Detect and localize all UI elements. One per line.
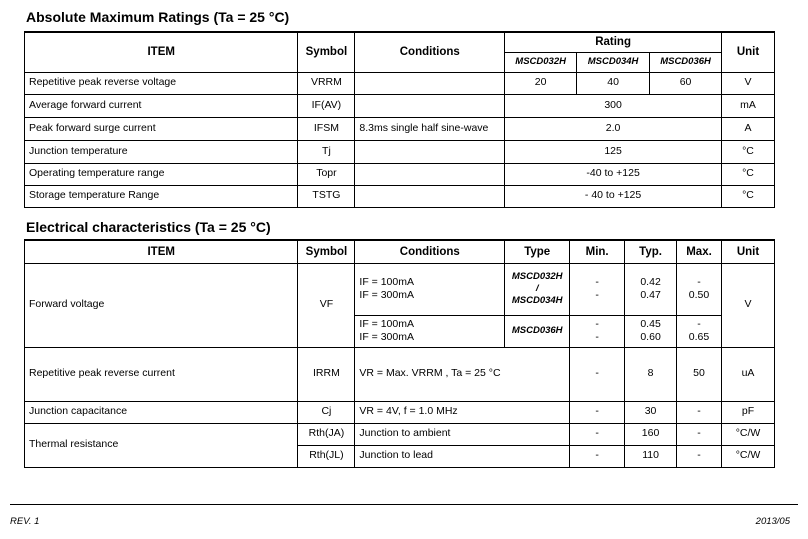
- table-row: [25, 117, 775, 140]
- abs-unit: °C: [722, 140, 775, 163]
- table-row: [25, 401, 775, 423]
- fv-typ-b: [625, 315, 677, 347]
- irrm-item: Repetitive peak reverse current: [25, 347, 298, 401]
- fv-cond-a-2: IF = 300mA: [359, 289, 414, 301]
- abs-item: Operating temperature range: [25, 163, 298, 185]
- abs-max-title: Absolute Maximum Ratings (Ta = 25 °C): [26, 9, 290, 25]
- fv-type-a-sep: /: [535, 283, 539, 295]
- rth-jl-cond: Junction to lead: [355, 445, 570, 467]
- rth-jl-typ: 110: [625, 445, 677, 467]
- abs-header-item: ITEM: [25, 32, 298, 72]
- fv-min-a-1: -: [595, 275, 599, 288]
- abs-cond: [355, 140, 505, 163]
- table-row: [25, 347, 775, 401]
- irrm-unit: uA: [721, 347, 774, 401]
- fv-cond-b-1: IF = 100mA: [359, 317, 414, 330]
- cj-typ: 30: [625, 401, 677, 423]
- elec-char-table: [24, 239, 775, 468]
- rth-item: Thermal resistance: [25, 423, 298, 467]
- fv-max-a: [677, 263, 722, 315]
- abs-cond: [355, 94, 505, 117]
- rth-jl-unit: °C/W: [721, 445, 774, 467]
- abs-val-1: 20: [505, 72, 577, 94]
- abs-header-conditions: Conditions: [355, 32, 505, 72]
- abs-header-unit: Unit: [722, 32, 775, 72]
- elec-header-conditions: Conditions: [355, 240, 505, 263]
- cj-item: Junction capacitance: [25, 401, 298, 423]
- fv-max-b-2: 0.65: [688, 331, 710, 343]
- elec-header-type: Type: [505, 240, 570, 263]
- abs-symbol: TSTG: [298, 185, 355, 207]
- abs-val: -40 to +125: [505, 163, 722, 185]
- irrm-typ: 8: [625, 347, 677, 401]
- cj-symbol: Cj: [298, 401, 355, 423]
- rth-ja-min: -: [570, 423, 625, 445]
- fv-cond-a-1: IF = 100mA: [359, 275, 414, 288]
- fv-typ-b-2: 0.60: [640, 331, 661, 343]
- table-row: [25, 94, 775, 117]
- abs-symbol: IF(AV): [298, 94, 355, 117]
- footer-rule: [10, 504, 798, 505]
- table-row: [25, 185, 775, 207]
- abs-val-2: 40: [577, 72, 650, 94]
- table-row: [25, 163, 775, 185]
- rth-jl-max: -: [677, 445, 722, 467]
- fv-typ-a: [625, 263, 677, 315]
- elec-char-title: Electrical characteristics (Ta = 25 °C): [26, 219, 271, 235]
- abs-part-3: MSCD036H: [650, 52, 722, 72]
- abs-cond: [355, 163, 505, 185]
- fv-item: Forward voltage: [25, 263, 298, 347]
- abs-symbol: Tj: [298, 140, 355, 163]
- fv-max-b: [677, 315, 722, 347]
- cj-min: -: [570, 401, 625, 423]
- table-row: [25, 423, 775, 445]
- abs-cond: [355, 72, 505, 94]
- table-row: [25, 140, 775, 163]
- rth-ja-unit: °C/W: [721, 423, 774, 445]
- table-row: [25, 263, 775, 315]
- abs-val: 125: [505, 140, 722, 163]
- fv-typ-a-2: 0.47: [640, 289, 661, 301]
- abs-part-1: MSCD032H: [505, 52, 577, 72]
- abs-symbol: IFSM: [298, 117, 355, 140]
- rth-ja-max: -: [677, 423, 722, 445]
- elec-header-unit: Unit: [721, 240, 774, 263]
- fv-type-b: MSCD036H: [505, 315, 570, 347]
- abs-item: Repetitive peak reverse voltage: [25, 72, 298, 94]
- fv-type-a-1: MSCD032H: [511, 271, 563, 283]
- date-label: 2013/05: [755, 516, 790, 527]
- rth-ja-symbol: Rth(JA): [298, 423, 355, 445]
- fv-typ-b-1: 0.45: [640, 317, 661, 330]
- abs-item: Junction temperature: [25, 140, 298, 163]
- abs-val: 300: [505, 94, 722, 117]
- abs-cond: [355, 185, 505, 207]
- rth-jl-min: -: [570, 445, 625, 467]
- abs-max-table: [24, 31, 775, 208]
- fv-max-a-2: 0.50: [688, 289, 710, 301]
- elec-header-min: Min.: [570, 240, 625, 263]
- table-row: [25, 72, 775, 94]
- abs-symbol: VRRM: [298, 72, 355, 94]
- abs-item: Average forward current: [25, 94, 298, 117]
- abs-val: 2.0: [505, 117, 722, 140]
- fv-cond-a: [355, 263, 505, 315]
- irrm-cond: VR = Max. VRRM , Ta = 25 °C: [355, 347, 570, 401]
- abs-unit: A: [722, 117, 775, 140]
- cj-cond: VR = 4V, f = 1.0 MHz: [355, 401, 570, 423]
- elec-header-symbol: Symbol: [298, 240, 355, 263]
- cj-unit: pF: [721, 401, 774, 423]
- fv-max-a-1: -: [697, 275, 701, 288]
- abs-val-3: 60: [650, 72, 722, 94]
- abs-val: - 40 to +125: [505, 185, 722, 207]
- elec-header-item: ITEM: [25, 240, 298, 263]
- abs-item: Peak forward surge current: [25, 117, 298, 140]
- abs-symbol: Topr: [298, 163, 355, 185]
- cj-max: -: [677, 401, 722, 423]
- rth-ja-cond: Junction to ambient: [355, 423, 570, 445]
- abs-header-symbol: Symbol: [298, 32, 355, 72]
- fv-unit: V: [721, 263, 774, 347]
- fv-typ-a-1: 0.42: [640, 275, 661, 288]
- abs-unit: °C: [722, 185, 775, 207]
- fv-min-b: [570, 315, 625, 347]
- revision-label: REV. 1: [10, 516, 40, 527]
- fv-cond-b: [355, 315, 505, 347]
- fv-cond-b-2: IF = 300mA: [359, 331, 414, 343]
- rth-ja-typ: 160: [625, 423, 677, 445]
- abs-header-rating: Rating: [505, 32, 722, 52]
- elec-header-typ: Typ.: [625, 240, 677, 263]
- abs-cond: 8.3ms single half sine-wave: [355, 117, 505, 140]
- abs-unit: V: [722, 72, 775, 94]
- fv-max-b-1: -: [697, 317, 701, 330]
- abs-unit: °C: [722, 163, 775, 185]
- irrm-min: -: [570, 347, 625, 401]
- abs-part-2: MSCD034H: [577, 52, 650, 72]
- fv-min-a: [570, 263, 625, 315]
- elec-header-max: Max.: [677, 240, 722, 263]
- fv-min-a-2: -: [595, 289, 599, 301]
- irrm-symbol: IRRM: [298, 347, 355, 401]
- irrm-max: 50: [677, 347, 722, 401]
- fv-type-a-2: MSCD034H: [511, 294, 563, 306]
- fv-min-b-2: -: [595, 331, 599, 343]
- fv-type-a: [505, 263, 570, 315]
- rth-jl-symbol: Rth(JL): [298, 445, 355, 467]
- abs-unit: mA: [722, 94, 775, 117]
- fv-symbol: VF: [298, 263, 355, 347]
- fv-min-b-1: -: [595, 317, 599, 330]
- abs-item: Storage temperature Range: [25, 185, 298, 207]
